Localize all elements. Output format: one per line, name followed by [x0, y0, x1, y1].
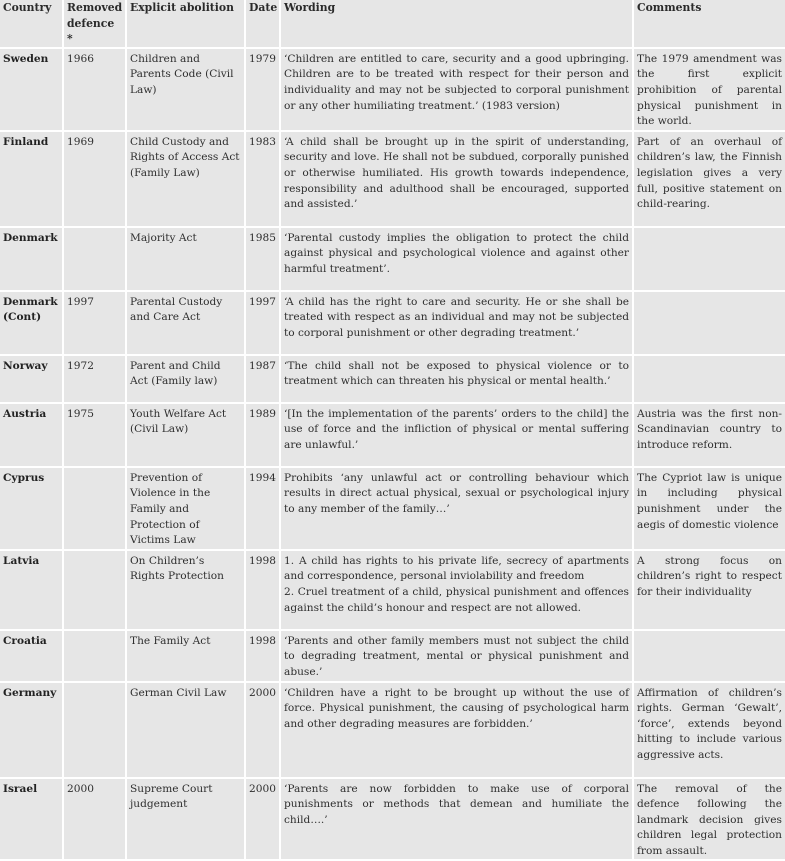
cell-country: Finland [0, 132, 62, 226]
cell-removed: 1969 [64, 132, 125, 226]
cell-country: Norway [0, 356, 62, 402]
cell-removed: 1966 [64, 49, 125, 130]
cell-wording: ‘The child shall not be exposed to physical violence or to treatment which can threaten his physical or mental health.’ [281, 356, 632, 402]
cell-comments: The removal of the defence following the landmark decision gives children legal protection from assault. [634, 779, 785, 860]
cell-removed [64, 228, 125, 290]
cell-comments [634, 356, 785, 402]
cell-country: Croatia [0, 631, 62, 681]
cell-date: 1983 [246, 132, 279, 226]
cell-abolition: German Civil Law [127, 683, 244, 777]
cell-wording: ‘Parental custody implies the obligation to protect the child against physical and psychological violence and against other harmful treatment’. [281, 228, 632, 290]
cell-abolition: Youth Welfare Act (Civil Law) [127, 404, 244, 466]
cell-country: Germany [0, 683, 62, 777]
header-removed-defence: Removed defence * [64, 0, 125, 47]
cell-date: 1979 [246, 49, 279, 130]
cell-removed: 2000 [64, 779, 125, 860]
cell-country: Denmark (Cont) [0, 292, 62, 354]
cell-date: 2000 [246, 779, 279, 860]
cell-removed [64, 683, 125, 777]
cell-comments: A strong focus on children’s right to respect for their individuality [634, 551, 785, 629]
cell-removed [64, 551, 125, 629]
cell-wording: 1. A child has rights to his private life, secrecy of apartments and correspondence, personal inviolability and freedom 2. Cruel treatment of a child, physical punishment and offences against the child’s honour and respect are not allowed. [281, 551, 632, 629]
cell-date: 1998 [246, 551, 279, 629]
cell-wording: ‘[In the implementation of the parents’ orders to the child] the use of force and the infliction of physical or mental suffering are unlawful.’ [281, 404, 632, 466]
table-row [0, 779, 785, 860]
header-date: Date [246, 0, 279, 47]
cell-date: 1987 [246, 356, 279, 402]
cell-comments: The Cypriot law is unique in including physical punishment under the aegis of domestic violence [634, 468, 785, 549]
cell-comments [634, 631, 785, 681]
cell-removed: 1975 [64, 404, 125, 466]
cell-wording: ‘Parents and other family members must not subject the child to degrading treatment, mental or physical punishment and abuse.’ [281, 631, 632, 681]
cell-abolition: Prevention of Violence in the Family and Protection of Victims Law [127, 468, 244, 549]
table-row [0, 468, 785, 549]
cell-removed [64, 468, 125, 549]
cell-country: Israel [0, 779, 62, 860]
cell-comments [634, 292, 785, 354]
cell-abolition: On Children’s Rights Protection [127, 551, 244, 629]
cell-date: 1994 [246, 468, 279, 549]
cell-abolition: Child Custody and Rights of Access Act (Family Law) [127, 132, 244, 226]
cell-wording: ‘Children have a right to be brought up without the use of force. Physical punishment, the causing of psychological harm and other degrading measures are forbidden.’ [281, 683, 632, 777]
table-row [0, 356, 785, 402]
cell-wording: ‘Children are entitled to care, security and a good upbringing. Children are to be treated with respect for their person and individuality and may not be subjected to corporal punishment or any other humiliating treatment.’ (1983 version) [281, 49, 632, 130]
table-row [0, 132, 785, 226]
cell-abolition: Children and Parents Code (Civil Law) [127, 49, 244, 130]
header-wording: Wording [281, 0, 632, 47]
cell-abolition: Parental Custody and Care Act [127, 292, 244, 354]
cell-comments: Affirmation of children’s rights. German ‘Gewalt’, ‘force’, extends beyond hitting to include various aggressive acts. [634, 683, 785, 777]
table-header-row [0, 0, 785, 47]
header-country: Country [0, 0, 62, 47]
cell-wording: ‘A child shall be brought up in the spirit of understanding, security and love. He shall not be subdued, corporally punished or otherwise humiliated. His growth towards independence, responsibility and adulthood shall be encouraged, supported and assisted.’ [281, 132, 632, 226]
cell-country: Latvia [0, 551, 62, 629]
table-row [0, 49, 785, 130]
cell-country: Cyprus [0, 468, 62, 549]
cell-wording: Prohibits ‘any unlawful act or controlling behaviour which results in direct actual physical, sexual or psychological injury to any member of the family…’ [281, 468, 632, 549]
cell-abolition: The Family Act [127, 631, 244, 681]
table-row [0, 551, 785, 629]
cell-abolition: Majority Act [127, 228, 244, 290]
header-explicit-abolition: Explicit abolition [127, 0, 244, 47]
table-row [0, 404, 785, 466]
cell-date: 1985 [246, 228, 279, 290]
cell-comments: Austria was the first non-Scandinavian country to introduce reform. [634, 404, 785, 466]
cell-country: Sweden [0, 49, 62, 130]
cell-comments: The 1979 amendment was the first explicit prohibition of parental physical punishment in the world. [634, 49, 785, 130]
cell-abolition: Supreme Court judgement [127, 779, 244, 860]
header-comments: Comments [634, 0, 785, 47]
cell-comments [634, 228, 785, 290]
cell-country: Denmark [0, 228, 62, 290]
cell-removed [64, 631, 125, 681]
cell-removed: 1997 [64, 292, 125, 354]
cell-country: Austria [0, 404, 62, 466]
cell-date: 1997 [246, 292, 279, 354]
cell-comments: Part of an overhaul of children’s law, the Finnish legislation gives a very full, positive statement on child-rearing. [634, 132, 785, 226]
cell-wording: ‘Parents are now forbidden to make use of corporal punishments or methods that demean and humiliate the child….’ [281, 779, 632, 860]
table-row [0, 228, 785, 290]
table-row [0, 683, 785, 777]
cell-date: 2000 [246, 683, 279, 777]
table-row [0, 292, 785, 354]
cell-removed: 1972 [64, 356, 125, 402]
cell-wording: ‘A child has the right to care and security. He or she shall be treated with respect as an individual and may not be subjected to corporal punishment or other degrading treatment.’ [281, 292, 632, 354]
cell-abolition: Parent and Child Act (Family law) [127, 356, 244, 402]
cell-date: 1998 [246, 631, 279, 681]
cell-date: 1989 [246, 404, 279, 466]
table-row [0, 631, 785, 681]
